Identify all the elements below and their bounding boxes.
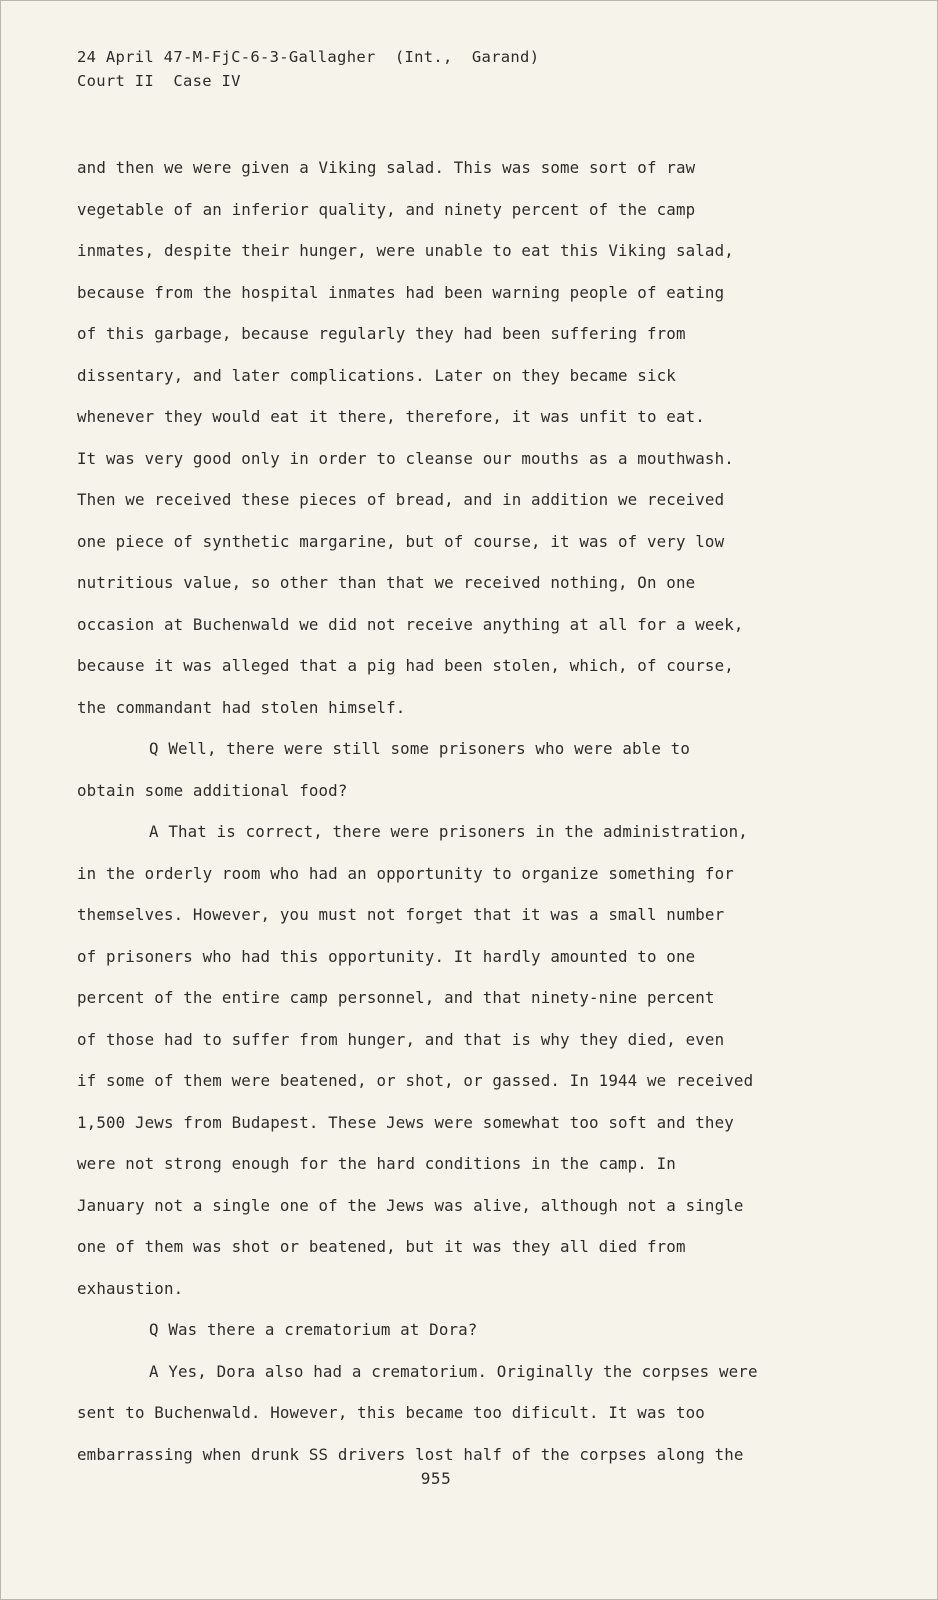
- text-line: 1,500 Jews from Budapest. These Jews were somewhat too soft and they: [77, 1112, 734, 1132]
- answer-line: A That is correct, there were prisoners in the administration,: [149, 822, 748, 841]
- text-line: dissentary, and later complications. Later on they became sick: [77, 365, 676, 385]
- text-line: percent of the entire camp personnel, and that ninety-nine percent: [77, 988, 715, 1007]
- text-line: inmates, despite their hunger, were unable to eat this Viking salad,: [77, 241, 734, 260]
- text-line: if some of them were beatened, or shot, or gassed. In 1944 we received: [77, 1071, 754, 1090]
- text-line: one of them was shot or beatened, but it was they all died from: [77, 1237, 686, 1256]
- text-line: themselves. However, you must not forget that it was a small number: [77, 905, 725, 924]
- page-number: 955: [420, 1469, 452, 1488]
- text-line: vegetable of an inferior quality, and ninety percent of the camp: [77, 199, 696, 219]
- header-line-2: Court II Case IV: [77, 72, 241, 90]
- text-line: were not strong enough for the hard conditions in the camp. In: [77, 1154, 676, 1173]
- text-line: exhaustion.: [77, 1278, 184, 1298]
- header-line-1: 24 April 47-M-FjC-6-3-Gallagher (Int., Garand): [77, 48, 540, 66]
- text-line: embarrassing when drunk SS drivers lost half of the corpses along the: [77, 1444, 744, 1464]
- text-line: sent to Buchenwald. However, this became too dificult. It was too: [77, 1403, 705, 1422]
- text-line: the commandant had stolen himself.: [77, 697, 406, 717]
- text-line: obtain some additional food?: [77, 780, 348, 800]
- text-line: of this garbage, because regularly they had been suffering from: [77, 324, 686, 343]
- question-line: Q Was there a crematorium at Dora?: [149, 1320, 478, 1339]
- question-line: Q Well, there were still some prisoners who were able to: [149, 739, 690, 758]
- text-line: occasion at Buchenwald we did not receive anything at all for a week,: [77, 614, 744, 634]
- text-line: one piece of synthetic margarine, but of course, it was of very low: [77, 531, 725, 551]
- text-line: because it was alleged that a pig had been stolen, which, of course,: [77, 656, 734, 675]
- text-line: of prisoners who had this opportunity. It hardly amounted to one: [77, 946, 696, 966]
- text-line: in the orderly room who had an opportunity to organize something for: [77, 863, 734, 883]
- text-line: It was very good only in order to cleanse our mouths as a mouthwash.: [77, 448, 734, 468]
- text-line: Then we received these pieces of bread, and in addition we received: [77, 490, 725, 509]
- text-line: whenever they would eat it there, therefore, it was unfit to eat.: [77, 407, 705, 426]
- answer-line: A Yes, Dora also had a crematorium. Originally the corpses were: [149, 1361, 758, 1381]
- transcript-body: [77, 147, 877, 1475]
- text-line: nutritious value, so other than that we received nothing, On one: [77, 573, 696, 592]
- text-line: and then we were given a Viking salad. This was some sort of raw: [77, 158, 696, 177]
- document-header: [77, 45, 539, 93]
- text-line: January not a single one of the Jews was alive, although not a single: [77, 1195, 744, 1215]
- text-line: because from the hospital inmates had been warning people of eating: [77, 282, 725, 302]
- text-line: of those had to suffer from hunger, and that is why they died, even: [77, 1029, 725, 1049]
